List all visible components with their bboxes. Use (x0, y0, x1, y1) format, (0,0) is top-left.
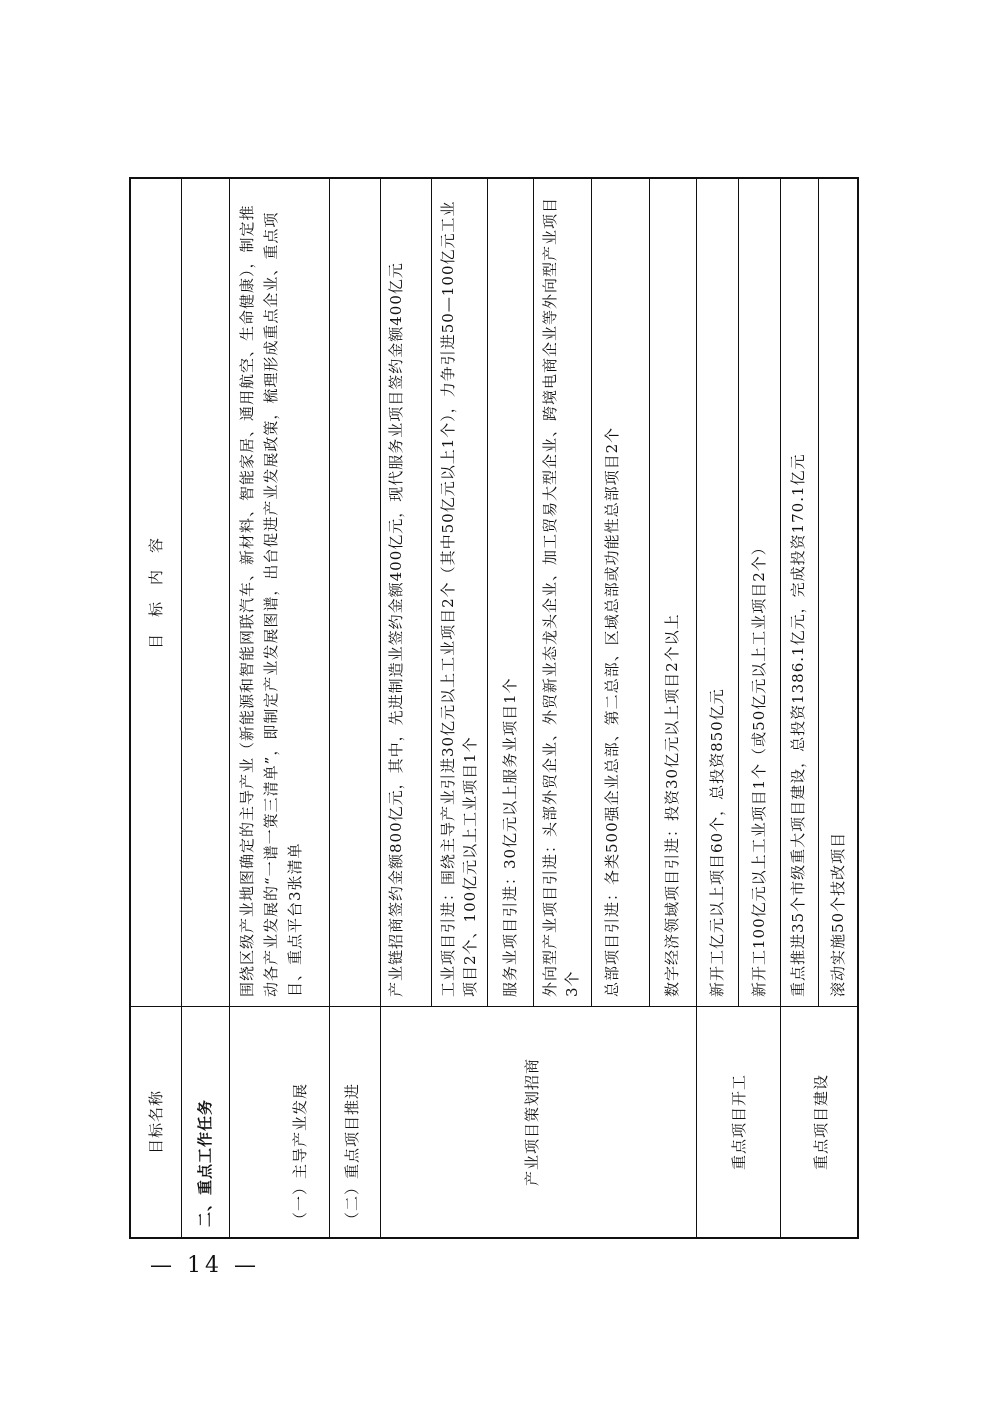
row-divider (591, 179, 592, 1007)
row-divider (229, 179, 230, 1237)
row-divider (818, 179, 819, 1007)
row-divider (380, 179, 381, 1237)
group-name-start: 重点项目开工 (730, 1074, 748, 1171)
row-content: 新开工100亿元以上工业项目1个（或50亿元以上工业项目2个） (750, 539, 768, 997)
row-content: 重点推进35个市级重大项目建设，总投资1386.1亿元，完成投资170.1亿元 (789, 453, 807, 997)
targets-table (129, 177, 859, 1239)
row-content: 服务业项目引进：30亿元以上服务业项目1个 (501, 677, 519, 997)
row-content: 新开工亿元以上项目60个，总投资850亿元 (708, 688, 726, 997)
row-divider (487, 179, 488, 1007)
row-content: 外向型产业项目引进：头部外贸企业、外贸新业态龙头企业、加工贸易大型企业、跨境电商企业等外向型产业项目3个 (541, 196, 581, 997)
row-content: 产业链招商签约金额800亿元，其中，先进制造业签约金额400亿元，现代服务业项目签约金额400亿元 (387, 262, 405, 997)
row-divider (780, 179, 781, 1237)
row-divider (329, 179, 330, 1237)
rotated-table-wrapper (129, 177, 859, 1239)
header-divider (181, 179, 182, 1237)
page-number: — 14 — (150, 1253, 260, 1278)
row-content: 数字经济领域项目引进：投资30亿元以上项目2个以上 (663, 613, 681, 997)
row-name: （一）主导产业发展 (291, 1082, 309, 1227)
row-divider (696, 179, 697, 1237)
group-name-investment: 产业项目策划招商 (523, 1058, 541, 1187)
section-heading: 二、重点工作任务 (196, 1098, 214, 1227)
header-content: 目 标 内 容 (147, 537, 165, 650)
row-divider (431, 179, 432, 1007)
row-divider (649, 179, 650, 1007)
row-content: 滚动实施50个技改项目 (829, 831, 847, 997)
row-content: 围绕区级产业地图确定的主导产业（新能源和智能网联汽车、新材料、智能家居、通用航空、生命健康），制定推动各产业发展的“一谱一策三清单”，即制定产业发展图谱，出台促进产业发展政策，梳理形成重点企业、重点项目、重点平台3张清单 (238, 204, 304, 997)
row-content: 总部项目引进：各类500强企业总部、第二总部、区域总部或功能性总部项目2个 (603, 426, 621, 997)
row-content: 工业项目引进：围绕主导产业引进30亿元以上工业项目2个（其中50亿元以上1个），力争引进50—100亿元工业项目2个、100亿元以上工业项目1个 (439, 200, 479, 997)
row-divider (738, 179, 739, 1007)
section-subheading: （二）重点项目推进 (343, 1082, 361, 1227)
header-name: 目标名称 (147, 1090, 165, 1155)
group-name-build: 重点项目建设 (812, 1074, 830, 1171)
row-divider (533, 179, 534, 1007)
